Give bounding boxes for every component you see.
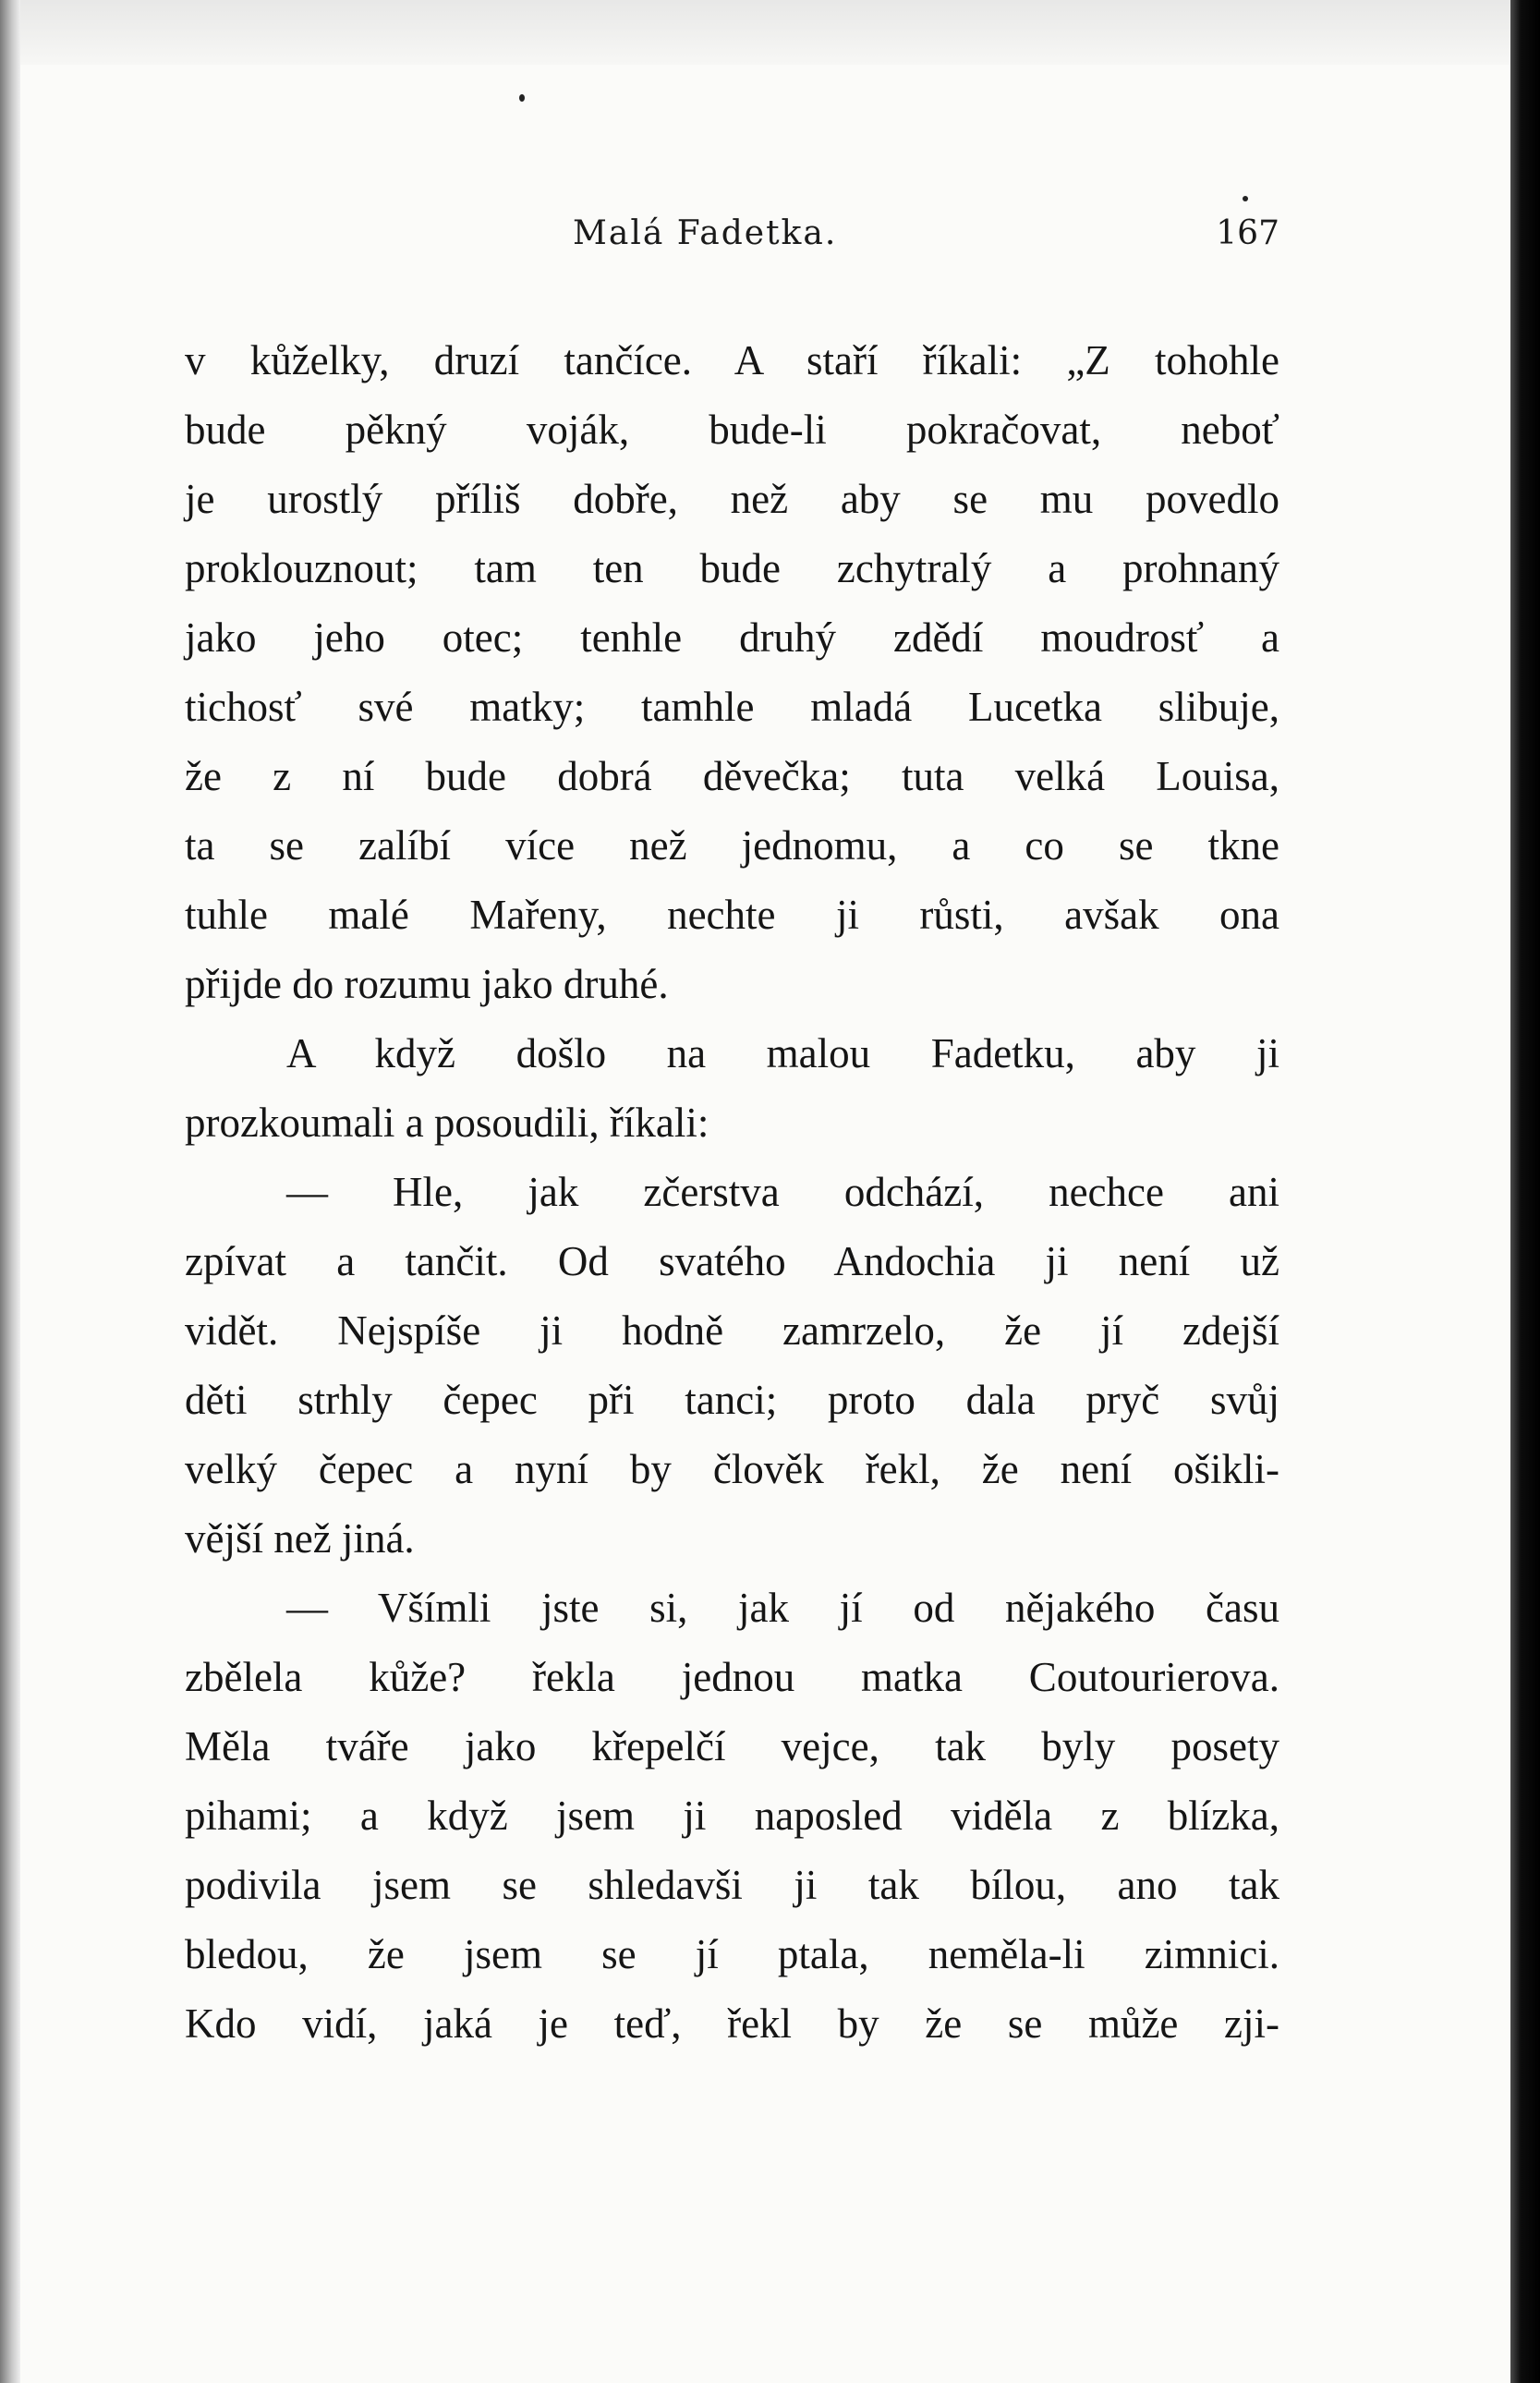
text-line: prozkoumali a posoudili, říkali: bbox=[185, 1100, 709, 1146]
text-line: děti strhly čepec při tanci; proto dala pryč svůj bbox=[185, 1377, 1279, 1423]
page-header bbox=[185, 214, 1279, 270]
text-line: velký čepec a nyní by člověk řekl, že není ošikli- bbox=[185, 1446, 1279, 1492]
text-line: pihami; a když jsem ji naposled viděla z blízka, bbox=[185, 1793, 1279, 1839]
text-line: zpívat a tančit. Od svatého Andochia ji není už bbox=[185, 1238, 1279, 1284]
text-line: tuhle malé Mařeny, nechte ji růsti, avšak ona bbox=[185, 892, 1279, 938]
text-line: — Hle, jak zčerstva odchází, nechce ani bbox=[286, 1169, 1279, 1215]
text-line: ta se zalíbí více než jednomu, a co se tkne bbox=[185, 822, 1279, 869]
scan-top-shadow bbox=[0, 0, 1540, 65]
scan-speck bbox=[519, 94, 525, 102]
text-line: bledou, že jsem se jí ptala, neměla-li zimnici. bbox=[185, 1931, 1279, 1977]
scan-speck bbox=[1243, 196, 1248, 201]
text-line: podivila jsem se shledavši ji tak bílou, ano tak bbox=[185, 1862, 1279, 1908]
running-title: Malá Fadetka. bbox=[573, 214, 838, 252]
text-line: Kdo vidí, jaká je teď, řekl by že se může zji- bbox=[185, 2000, 1279, 2047]
text-line: vější než jiná. bbox=[185, 1515, 415, 1562]
text-line: je urostlý příliš dobře, než aby se mu povedlo bbox=[185, 476, 1279, 522]
body-text bbox=[185, 326, 1279, 2059]
text-line: přijde do rozumu jako druhé. bbox=[185, 961, 669, 1007]
text-line: vidět. Nejspíše ji hodně zamrzelo, že jí zdejší bbox=[185, 1307, 1279, 1354]
text-line: proklouznout; tam ten bude zchytralý a prohnaný bbox=[185, 545, 1279, 591]
text-line: Měla tváře jako křepelčí vejce, tak byly posety bbox=[185, 1723, 1279, 1769]
scan-left-edge bbox=[0, 0, 20, 2383]
text-line: tichosť své matky; tamhle mladá Lucetka slibuje, bbox=[185, 684, 1279, 730]
text-line: že z ní bude dobrá děvečka; tuta velká Louisa, bbox=[185, 753, 1279, 799]
text-line: — Všímli jste si, jak jí od nějakého času bbox=[286, 1585, 1279, 1631]
scan-right-edge bbox=[1510, 0, 1540, 2383]
text-line: jako jeho otec; tenhle druhý zdědí moudrosť a bbox=[185, 614, 1279, 661]
page-number: 167 bbox=[1216, 214, 1279, 252]
text-line: bude pěkný voják, bude-li pokračovat, neboť bbox=[185, 407, 1279, 453]
text-line: zbělela kůže? řekla jednou matka Coutourierova. bbox=[185, 1654, 1279, 1700]
text-line: v kůželky, druzí tančíce. A staří říkali: „Z tohohle bbox=[185, 337, 1279, 383]
text-line: A když došlo na malou Fadetku, aby ji bbox=[286, 1030, 1279, 1076]
